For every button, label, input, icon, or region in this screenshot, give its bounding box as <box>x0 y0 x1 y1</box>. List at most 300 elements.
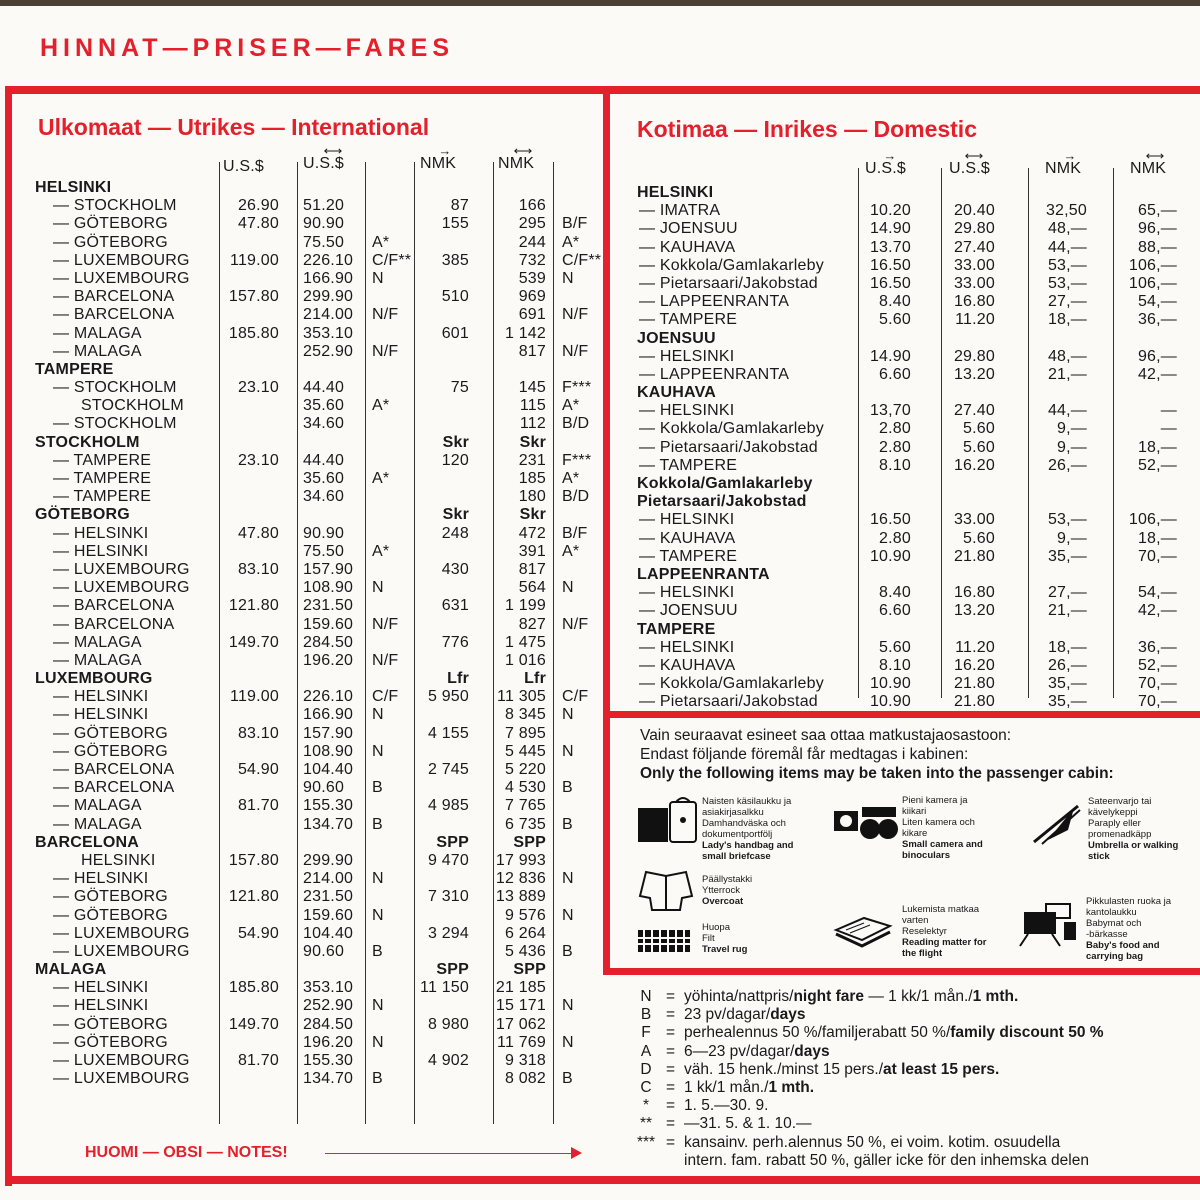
fare-cell: 691 <box>518 306 546 324</box>
fare-cell: 53,— <box>1047 274 1087 292</box>
group-heading <box>35 361 605 379</box>
column-rule <box>365 162 366 1124</box>
fare-cell: 21,— <box>1047 602 1087 620</box>
fare-cell: 54.90 <box>237 761 279 778</box>
page-title: HINNAT—PRISER—FARES <box>40 34 455 62</box>
route-label: — GÖTEBORG <box>53 1015 168 1033</box>
fare-cell: 26,— <box>1047 656 1087 674</box>
route-label: — LUXEMBOURG <box>53 1052 190 1069</box>
fare-cell: B <box>562 815 573 833</box>
fare-cell: 106,— <box>1128 256 1177 274</box>
item-text: Pikkulasten ruoka ja <box>1086 896 1172 907</box>
fare-cell: 1 016 <box>504 651 546 669</box>
note-symbol: ** <box>639 1115 653 1133</box>
item-text: Ytterrock <box>702 885 741 896</box>
fare-cell: 96,— <box>1137 347 1177 365</box>
fare-cell: B/D <box>562 488 590 506</box>
fare-cell: 48,— <box>1047 220 1087 238</box>
fare-cell: N <box>562 906 574 924</box>
baby-food-icon <box>1016 898 1084 952</box>
note-text-part: days <box>794 1042 830 1060</box>
route-label: — TAMPERE <box>53 488 152 506</box>
route-label: — BARCELONA <box>53 761 175 778</box>
item-text: Liten kamera och <box>902 817 975 828</box>
fare-cell: C/F <box>562 688 589 706</box>
note-text-part: family discount 50 % <box>950 1024 1104 1042</box>
route-label: — KAUHAVA <box>639 656 736 674</box>
fare-cell: 23.10 <box>237 451 279 469</box>
group-heading <box>35 670 605 688</box>
fare-cell: N/F <box>562 306 589 324</box>
fare-cell: A* <box>372 233 390 251</box>
item-text: binoculars <box>902 850 951 861</box>
fare-cell: 157.90 <box>303 560 354 578</box>
fare-cell: 75.50 <box>303 542 345 560</box>
fare-cell: 145 <box>518 379 546 397</box>
fare-cell: 11.20 <box>955 638 995 656</box>
group-label: STOCKHOLM <box>35 433 140 451</box>
oneway-arrow-icon: → <box>1063 148 1077 163</box>
group-label: BARCELONA <box>35 833 140 851</box>
fare-cell: 14.90 <box>869 220 911 238</box>
notes-arrow-line <box>325 1153 573 1154</box>
route-label: — MALAGA <box>53 324 142 342</box>
note-text-part: 1 mth. <box>972 988 1019 1005</box>
fare-cell: B <box>372 1070 383 1088</box>
fare-cell: F*** <box>562 451 592 469</box>
group-heading <box>35 961 605 979</box>
note-text-part: night fare <box>793 988 865 1005</box>
group-heading <box>35 434 605 452</box>
fare-cell: 5.60 <box>963 529 995 547</box>
route-label: — GÖTEBORG <box>53 888 168 906</box>
fare-cell: A* <box>372 397 390 415</box>
fare-cell: 295 <box>518 215 546 233</box>
fare-cell: Skr <box>519 433 546 451</box>
fare-cell: B/F <box>562 524 588 542</box>
route-label: — MALAGA <box>53 815 142 833</box>
fare-cell: N <box>372 906 384 924</box>
fare-cell: SPP <box>513 961 546 979</box>
fare-cell: 35,— <box>1047 675 1087 693</box>
fare-row <box>35 470 605 488</box>
fare-row <box>35 288 605 306</box>
group-label: HELSINKI <box>637 184 714 201</box>
cabin-item-overcoat <box>702 874 752 907</box>
fare-cell: 14.90 <box>869 347 911 365</box>
fare-cell: 196.20 <box>303 1033 354 1051</box>
reading-matter-icon <box>832 912 894 948</box>
route-label: — BARCELONA <box>53 597 175 615</box>
fare-row <box>35 561 605 579</box>
item-text: Päällystakki <box>702 874 753 885</box>
route-label: — GÖTEBORG <box>53 742 168 760</box>
fare-cell: 17 062 <box>495 1015 546 1033</box>
fare-cell: 631 <box>441 597 469 615</box>
fare-cell: 252.90 <box>303 342 354 360</box>
fare-cell: 7 765 <box>504 797 546 815</box>
fare-cell: 44,— <box>1047 402 1087 420</box>
fare-cell: 7 310 <box>427 888 469 906</box>
fare-cell: A* <box>562 542 580 560</box>
fare-cell: 231.50 <box>303 597 354 615</box>
return-arrow-icon: ⟷ <box>513 143 533 158</box>
fare-cell: 284.50 <box>303 1015 354 1033</box>
note-text <box>684 1097 768 1115</box>
fare-cell: 391 <box>518 542 546 560</box>
international-rows <box>35 179 605 1088</box>
note-symbol: A <box>640 1042 652 1060</box>
fare-cell: A* <box>562 470 580 487</box>
fare-row <box>35 597 605 615</box>
item-text: Naisten käsilaukku ja <box>702 796 792 807</box>
international-header <box>35 145 605 179</box>
fare-cell: 248 <box>441 524 469 542</box>
route-label: STOCKHOLM <box>81 397 184 415</box>
note-symbol: B <box>640 1006 652 1024</box>
fare-cell: 11 305 <box>497 688 546 706</box>
route-label: — JOENSUU <box>639 220 738 238</box>
note-equals: = <box>666 1115 676 1133</box>
fare-cell: 29.80 <box>953 220 995 238</box>
fare-cell: 9 576 <box>504 906 546 924</box>
note-text-part: 1 kk/1 mån./ <box>684 1078 769 1096</box>
fare-cell: 564 <box>518 579 546 597</box>
column-rule <box>493 162 494 1124</box>
fare-row <box>35 215 605 233</box>
fare-cell: C/F** <box>372 251 412 269</box>
fare-cell: B <box>372 815 383 833</box>
fare-cell: 8.10 <box>879 456 911 474</box>
fare-row <box>35 907 605 925</box>
item-text: Huopa <box>702 922 730 933</box>
fare-cell: 299.90 <box>303 288 354 306</box>
fare-cell: 44.40 <box>303 451 345 469</box>
fare-cell: 8 082 <box>504 1070 546 1088</box>
fare-cell: B <box>372 942 383 960</box>
fare-cell: 21.80 <box>953 675 995 693</box>
route-label: — LUXEMBOURG <box>53 1070 190 1088</box>
fare-cell: 157.80 <box>228 288 279 306</box>
fare-cell: 54,— <box>1137 293 1177 311</box>
fare-row <box>35 325 605 343</box>
route-label: — MALAGA <box>53 797 142 815</box>
col-nmk-return <box>498 145 548 172</box>
note-text <box>684 1134 1060 1152</box>
fare-cell: N <box>562 269 574 287</box>
notes-link-label: HUOMI — OBSI — NOTES! <box>85 1144 288 1161</box>
fare-cell: N/F <box>372 651 399 669</box>
col-nmk-oneway-label: NMK <box>420 155 457 172</box>
fare-cell: 510 <box>441 288 469 306</box>
fare-cell: 21 185 <box>495 979 546 997</box>
fare-cell: 214.00 <box>303 306 354 324</box>
col-usd-oneway-label: U.S.$ <box>865 160 907 177</box>
route-label: — MALAGA <box>53 651 142 669</box>
column-rule <box>414 162 415 1124</box>
fare-cell: 5.60 <box>963 438 995 456</box>
fare-cell: 34.60 <box>303 488 345 506</box>
fare-row <box>35 979 605 997</box>
fare-cell: 119.00 <box>230 251 279 269</box>
route-label: — Pietarsaari/Jakobstad <box>639 693 818 711</box>
fare-row <box>35 997 605 1015</box>
oneway-arrow-icon: → <box>438 143 452 158</box>
fare-row <box>35 343 605 361</box>
frame-domestic-divider <box>610 711 1200 718</box>
fare-cell: Lfr <box>524 670 546 688</box>
item-text: kävelykeppi <box>1088 807 1138 818</box>
fare-cell: 214.00 <box>303 870 354 888</box>
fare-row <box>35 525 605 543</box>
fare-cell: 472 <box>518 524 546 542</box>
item-text: Umbrella or walking <box>1088 840 1179 851</box>
group-label: LAPPEENRANTA <box>637 565 770 583</box>
fare-cell: 27.40 <box>953 238 995 256</box>
fare-cell: 13.20 <box>953 365 995 383</box>
fare-cell: 26.90 <box>237 197 279 215</box>
fare-cell: 817 <box>518 342 546 360</box>
fare-row <box>35 234 605 252</box>
frame-top-bar <box>5 86 1200 94</box>
fare-row <box>35 452 605 470</box>
col-nmk-return-label: NMK <box>498 155 535 172</box>
fare-cell: 244 <box>518 233 546 251</box>
fare-cell: 83.10 <box>237 560 279 578</box>
item-text: small briefcase <box>702 851 771 862</box>
item-text: dokumentportfölj <box>702 829 773 840</box>
fare-cell: B/F <box>562 215 588 233</box>
fare-cell: 1 475 <box>504 633 546 651</box>
fare-cell: 10.90 <box>869 547 911 565</box>
item-text: kantolaukku <box>1086 907 1137 918</box>
route-label: — Pietarsaari/Jakobstad <box>639 438 818 456</box>
fare-cell: 9,— <box>1057 438 1087 456</box>
column-rule <box>553 162 554 1124</box>
fare-cell: SPP <box>436 833 469 851</box>
fare-cell: 2 745 <box>427 761 469 778</box>
group-label: GÖTEBORG <box>35 506 130 524</box>
fare-cell: 9,— <box>1057 420 1087 438</box>
item-text: Damhandväska och <box>702 818 786 829</box>
fare-cell: 18,— <box>1047 638 1087 656</box>
route-label: — Kokkola/Gamlakarleby <box>639 420 824 438</box>
group-label: Pietarsaari/Jakobstad <box>637 493 807 511</box>
route-label: — LUXEMBOURG <box>53 579 190 597</box>
fare-cell: 48,— <box>1047 347 1087 365</box>
fare-cell: 9,— <box>1057 529 1087 547</box>
fare-cell: 5.60 <box>879 311 911 329</box>
fare-cell: 166.90 <box>303 706 354 724</box>
fare-cell: Lfr <box>447 670 469 688</box>
route-label: — HELSINKI <box>53 706 149 724</box>
fare-cell: 134.70 <box>303 815 354 833</box>
fare-cell: N/F <box>372 615 399 633</box>
col-usd-return <box>949 150 999 177</box>
item-text: kikare <box>902 828 928 839</box>
note-text-part: at least 15 pers. <box>883 1060 1000 1078</box>
domestic-title: Kotimaa — Inrikes — Domestic <box>637 116 977 142</box>
fare-cell: 83.10 <box>237 724 279 742</box>
route-label: — HELSINKI <box>53 870 149 888</box>
fare-cell: 8 345 <box>504 706 546 724</box>
fare-row <box>35 397 605 415</box>
fare-row <box>35 488 605 506</box>
route-label: — TAMPERE <box>639 547 738 565</box>
fare-cell: 11 769 <box>497 1033 546 1051</box>
fare-cell: 4 155 <box>427 724 469 742</box>
fare-cell: A* <box>372 542 390 560</box>
fare-row <box>35 379 605 397</box>
route-label: HELSINKI <box>81 851 156 869</box>
fare-row <box>35 579 605 597</box>
umbrella-icon <box>1028 800 1084 846</box>
fare-cell: 119.00 <box>230 688 279 706</box>
oneway-arrow-icon: → <box>883 148 897 163</box>
fare-cell: 36,— <box>1137 638 1177 656</box>
fare-cell: 36,— <box>1137 311 1177 329</box>
fare-cell: 8 980 <box>427 1015 469 1033</box>
fare-cell: 155.30 <box>303 1052 354 1069</box>
route-label: — LUXEMBOURG <box>53 269 190 287</box>
travel-rug-icon <box>634 924 694 958</box>
fare-cell: 87 <box>450 197 469 215</box>
fare-cell: 155 <box>441 215 469 233</box>
item-text: Baby's food and <box>1086 940 1160 951</box>
fare-cell: 5.60 <box>963 420 995 438</box>
fare-cell: 106,— <box>1128 511 1177 529</box>
route-label: — LAPPEENRANTA <box>639 365 790 383</box>
fare-cell: 121.80 <box>228 597 279 615</box>
col-nmk-oneway-label: NMK <box>1045 160 1082 177</box>
note-text-part: 6—23 pv/dagar/ <box>684 1042 795 1060</box>
col-nmk-return-label: NMK <box>1130 160 1167 177</box>
item-text: asiakirjasalkku <box>702 807 764 818</box>
item-text: promenadkäpp <box>1088 829 1152 840</box>
fare-cell: C/F <box>372 688 399 706</box>
fare-cell: 5 436 <box>504 942 546 960</box>
note-text-part: perhealennus 50 %/familjerabatt 50 %/ <box>684 1024 951 1042</box>
fare-cell: N/F <box>372 342 399 360</box>
item-text: Reading matter for <box>902 937 987 948</box>
fare-cell: 9 318 <box>504 1052 546 1069</box>
note-equals: = <box>666 1097 676 1115</box>
note-text-part: 1 mth. <box>768 1078 815 1096</box>
note-text-part: 1. 5.—30. 9. <box>684 1097 769 1115</box>
note-equals: = <box>666 1078 676 1096</box>
item-text: carrying bag <box>1086 951 1144 962</box>
frame-bottom-bar <box>5 1176 1200 1184</box>
fare-cell: 81.70 <box>237 1052 279 1069</box>
fare-cell: 6 264 <box>504 924 546 942</box>
fare-cell: — <box>1160 402 1177 420</box>
fare-cell: A* <box>372 470 390 487</box>
route-label: — BARCELONA <box>53 779 175 797</box>
col-nmk-return <box>1130 150 1180 177</box>
fare-cell: 33.00 <box>953 274 995 292</box>
return-arrow-icon: ⟷ <box>323 143 343 158</box>
fare-cell: 166.90 <box>303 269 354 287</box>
fare-cell: 90.60 <box>303 779 345 797</box>
fare-cell: 601 <box>441 324 469 342</box>
fare-cell: 7 895 <box>504 724 546 742</box>
route-label: — KAUHAVA <box>639 529 736 547</box>
fare-row <box>35 634 605 652</box>
fare-cell: C/F** <box>562 251 602 269</box>
col-usd-return-label: U.S.$ <box>949 160 991 177</box>
route-label: — GÖTEBORG <box>53 906 168 924</box>
fare-cell: 16.50 <box>869 256 911 274</box>
fare-cell: F*** <box>562 379 592 397</box>
column-rule <box>941 168 942 698</box>
note-text-part: —31. 5. & 1. 10.— <box>684 1115 812 1133</box>
fare-row <box>35 543 605 561</box>
col-nmk-oneway <box>420 145 470 172</box>
group-label: LUXEMBOURG <box>35 670 153 688</box>
top-edge-strip <box>0 0 1200 6</box>
fare-cell: N <box>372 1033 384 1051</box>
fare-cell: 732 <box>518 251 546 269</box>
route-label: — Pietarsaari/Jakobstad <box>639 274 818 292</box>
item-text: varten <box>902 915 929 926</box>
fare-cell: 35.60 <box>303 470 345 487</box>
col-nmk-oneway <box>1045 150 1095 177</box>
fare-cell: N <box>372 997 384 1015</box>
fare-cell: 166 <box>518 197 546 215</box>
fare-cell: 121.80 <box>228 888 279 906</box>
fare-cell: 90.60 <box>303 942 345 960</box>
fare-cell: N <box>562 1033 574 1051</box>
cabin-item-babyfood <box>1086 896 1171 962</box>
col-usd-return <box>303 145 363 172</box>
fare-cell: 185 <box>518 470 546 487</box>
frame-cabin-divider <box>603 968 1200 975</box>
fare-row <box>35 870 605 888</box>
route-label: — GÖTEBORG <box>53 215 168 233</box>
route-label: — LUXEMBOURG <box>53 251 190 269</box>
fare-row <box>35 270 605 288</box>
item-text: Travel rug <box>702 944 748 955</box>
note-symbol: D <box>640 1060 652 1078</box>
fare-cell: 70,— <box>1137 547 1177 565</box>
fare-cell: 5 220 <box>504 761 546 778</box>
fare-cell: B <box>562 779 573 797</box>
fare-cell: N <box>372 269 384 287</box>
cabin-item-reading <box>902 904 986 959</box>
fare-cell: 21,— <box>1047 365 1087 383</box>
arrow-right-icon <box>571 1147 582 1159</box>
fare-cell: B <box>562 1070 573 1088</box>
route-label: — TAMPERE <box>639 311 738 329</box>
fare-cell: 353.10 <box>303 979 354 997</box>
note-equals: = <box>666 1060 676 1078</box>
item-text: stick <box>1088 851 1110 862</box>
overcoat-icon <box>636 868 696 912</box>
fare-cell: N/F <box>562 615 589 633</box>
group-heading <box>35 834 605 852</box>
note-text <box>684 1115 812 1133</box>
note-text-part: days <box>770 1006 806 1024</box>
cabin-item-umbrella <box>1088 796 1178 862</box>
note-text-part: — 1 kk/1 mån./ <box>864 988 973 1005</box>
fare-cell: B <box>562 942 573 960</box>
fare-row <box>35 816 605 834</box>
column-rule <box>858 168 859 698</box>
fare-cell: 4 530 <box>504 779 546 797</box>
fare-cell: 34.60 <box>303 415 345 433</box>
item-text: the flight <box>902 948 943 959</box>
fare-cell: 112 <box>519 415 546 433</box>
